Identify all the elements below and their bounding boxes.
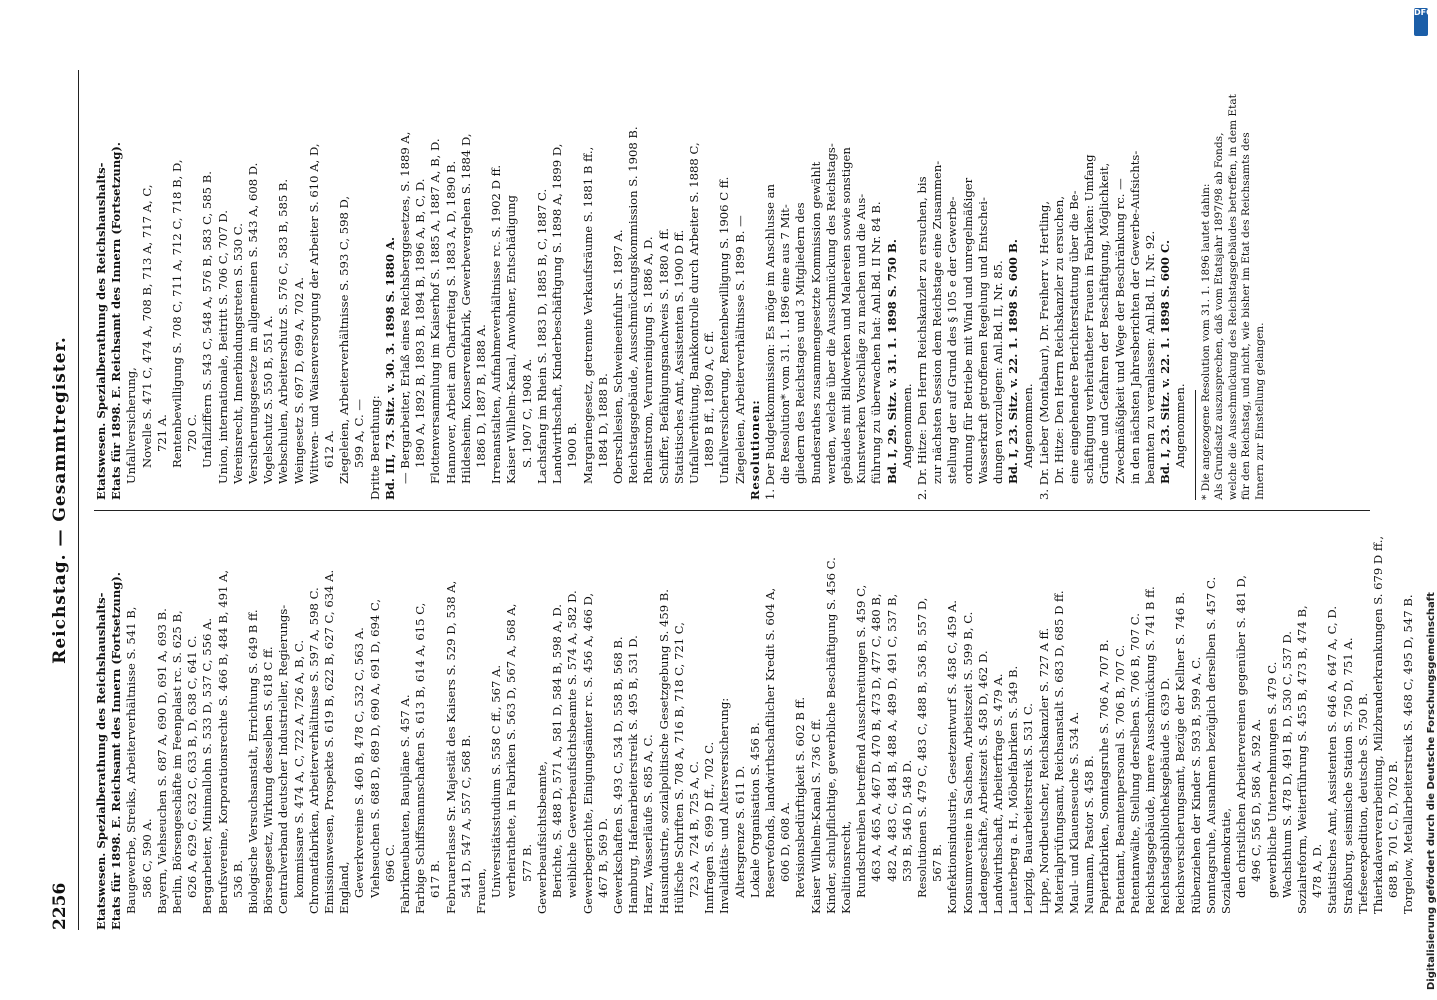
index-entry-line: Bd. I, 23. Sitz. v. 22. 1. 1898 S. 600 B. [1006, 239, 1021, 484]
index-entry-line: 723 A, 724 B, 725 A, C. [686, 761, 701, 898]
index-entry-line: Gewerkvereine S. 460 B, 478 C, 532 C, 563 A. [352, 627, 367, 898]
index-entry-line: Flottenversammlung im Kaiserhof S. 1885 A, 1887 A, B, D. [428, 138, 443, 484]
left-column [94, 522, 1416, 930]
index-entry-line: Vereinsrecht, Innerbindungstreten S. 530 C. [230, 223, 245, 484]
index-entry-line: 1884 D, 1888 B. [595, 373, 610, 468]
index-entry-line: 721 A. [154, 414, 169, 452]
index-entry-line: Landwirthschaft, Kinderbeschäftigung S. 1898 A, 1899 D, [550, 143, 565, 484]
index-entry-line: Hannover, Arbeit am Charfreitag S. 1883 A, D, 1890 B. [443, 160, 458, 484]
index-entry-line: dungen vorzulegen: Anl.Bd. II, Nr. 85. [990, 260, 1005, 484]
credit-text: Digitalisierung gefördert durch die Deutsche Forschungsgemeinschaft [1426, 592, 1437, 990]
index-entry-line: Harz, Wasserläufe S. 685 A, C. [641, 734, 656, 914]
running-head [46, 70, 79, 930]
footnote-line: Innern zur Einstellung gelangen. [1254, 322, 1266, 500]
index-entry-line: Webschulen, Arbeiterschutz S. 576 C, 583 B, 585 B. [276, 178, 291, 484]
index-entry-line: 478 A, D. [1310, 843, 1325, 898]
index-entry-line: Sonntagsruhe, Ausnahmen bezüglich derselben S. 457 C. [1203, 576, 1218, 914]
footnote-line: * Die angezogene Resolution vom 31. 1. 1896 lautet dahin: [1199, 183, 1212, 500]
index-entry-line: Ladengeschäfte, Arbeitszeit S. 458 D, 462 D. [975, 650, 990, 914]
index-entry-line: gebäudes mit Bildwerken und Malereien sowie sonstigen [838, 147, 853, 484]
index-entry-line: Papierfabriken, Sonntagsruhe S. 706 A, 707 B. [1097, 639, 1112, 914]
index-entry-line: Statistisches Amt, Assistenten S. 1900 D ff. [671, 229, 686, 484]
index-entry-line: 541 D, 547 A, 557 C, 568 B. [458, 734, 473, 898]
index-entry-line: Materialprüfungsamt, Reichsanstalt S. 683 D, 685 D ff. [1051, 590, 1066, 914]
index-entry-line: Bd. I, 23. Sitz. v. 22. 1. 1898 S. 600 C. [1158, 239, 1173, 484]
footnote-rule [1195, 390, 1196, 500]
index-entry-line: Invaliditäts- und Altersversicherung: [717, 697, 732, 914]
index-entry-line: Patentamt, Beamtenpersonal S. 706 B, 707 C. [1112, 644, 1127, 914]
index-entry-line: 539 B, 546 D, 548 D. [899, 759, 914, 882]
index-entry-line: Lippe, Nordbeutscher, Reichskanzler S. 727 A ff. [1036, 627, 1051, 914]
index-entry-line: 536 B. [230, 859, 245, 898]
index-entry-line: Chromatfabriken, Arbeiterverhältnisse S. 597 A, 598 C. [306, 587, 321, 914]
index-entry-line: Reservefonds, landwirthschaftlicher Kredit S. 604 A, [762, 587, 777, 898]
index-entry-line: Konsumvereine in Sachsen, Arbeitszeit S. 599 B, C. [960, 611, 975, 914]
right-column [94, 80, 1370, 500]
index-entry-line: 1889 B ff., 1890 A, C ff. [702, 330, 717, 468]
index-entry-line: verheirathete, in Fabriken S. 563 D, 567 A, 568 A, [504, 603, 519, 898]
index-entry-line: Irrenanstalten, Aufnahmeverhältnisse rc. S. 1902 D ff. [489, 164, 504, 484]
index-entry-line: Bd. III, 73. Sitz. v. 30. 3. 1898 S. 1880 A. [382, 237, 397, 500]
index-entry-line: 1890 A, 1892 B, 1893 B, 1894 B, 1896 A, B, C, D. [413, 178, 428, 468]
index-entry-line: 567 B. [930, 843, 945, 882]
index-entry-line: Frauen, [474, 868, 489, 914]
index-entry-line: Kinder, schulpflichtige, gewerbliche Beschäftigung S. 456 C. [823, 557, 838, 914]
index-entry-line: Etats für 1898. E. Reichsamt des Innern (Fortsetzung). [109, 142, 124, 500]
index-entry-line: Schiffer, Befähigungsnachweis S. 1880 A ff. [656, 228, 671, 484]
index-entry-line: 467 B, 569 D. [595, 817, 610, 898]
index-entry-line: Ziegeleien, Arbeiterverhältnisse S. 593 C, 598 D, [337, 195, 352, 484]
index-entry-line: England, [337, 861, 352, 914]
index-entry-line: Fabrikneubauten, Baupläne S. 457 A. [398, 694, 413, 914]
index-entry-line: Altersgrenze S. 611 D. [732, 765, 747, 898]
index-entry-line: Hildesheim, Konservenfabrik, Gewerbevergehen S. 1884 D, [458, 133, 473, 484]
index-entry-line: Resolutionen: [747, 399, 762, 500]
index-entry-line: S. 1907 C, 1908 A. [519, 358, 534, 468]
index-entry-line: Torgelow, Metallarbeiterstreik S. 468 C, 495 D, 547 B. [1401, 594, 1416, 914]
digitization-credit [1408, 0, 1437, 1000]
index-entry-line: Versicherungsgesetze im allgemeinen S. 543 A, 608 D. [246, 162, 261, 484]
running-title: Reichstag. — Gesammtregister. [50, 336, 70, 664]
footnote-line: Als Grundsatz auszusprechen, daß vom Etatsjahr 1897/98 ab Fonds, [1213, 132, 1226, 500]
index-entry-line: Angenommen. [899, 383, 914, 468]
index-entry-line: Etatswesen. Spezialberathung des Reichshaushalts- [94, 592, 108, 930]
index-entry-line: Landwirthschaft, Arbeiterfrage S. 479 A. [990, 673, 1005, 914]
index-entry-line: 2. Dr. Hitze: Den Herrn Reichskanzler zu ersuchen, bis [914, 176, 929, 500]
index-entry-line: Margarinegesetz, getrennte Verkaufsräume S. 1881 B ff., [580, 146, 595, 484]
index-entry-line: Ziegeleien, Arbeiterverhältnisse S. 1899 B. — [732, 215, 747, 484]
printed-page [10, 30, 1416, 970]
index-entry-line: Rentenbewilligung S. 708 C, 711 A, 712 C, 718 B, D, [170, 159, 185, 468]
index-entry-line: Tiefseeexpedition, deutsche S. 750 B. [1355, 692, 1370, 914]
index-entry-line: 577 B. [519, 843, 534, 882]
index-entry-line: 688 B, 701 C, D, 702 B. [1386, 760, 1401, 898]
index-entry-line: Gewerbeaufsichtsbeamte, [534, 760, 549, 914]
index-entry-line: 696 C. [382, 844, 397, 882]
index-entry-line: Berichte, S. 488 D, 571 A, 581 D, 584 B, 598 A, D. [550, 604, 565, 898]
index-entry-line: Etats für 1898. E. Reichsamt des Innern (Fortsetzung). [109, 572, 124, 930]
index-entry-line: Vogelschutz S. 550 B, 551 A. [261, 315, 276, 484]
index-entry-line: Wasserkraft getroffenen Regelung und Entschei- [975, 197, 990, 484]
index-entry-line: führung zu überwachen hat: Anl.Bd. II Nr. 84 B. [869, 201, 884, 484]
index-entry-line: Berlin, Börsengeschäfte im Feenpalast rc. S. 625 B, [170, 610, 185, 914]
index-entry-line: Naumann, Pastor S. 458 B. [1082, 755, 1097, 914]
index-entry-line: Dritte Berathung: [367, 395, 382, 500]
index-entry-line: Konfektionsindustrie, Gesetzentwurf S. 458 C, 459 A. [945, 600, 960, 914]
index-entry-line: 482 A, 483 C, 484 B, 488 A, 489 D, 491 C, 537 B, [884, 593, 899, 882]
index-entry-line: Reichstagsgebäude, innere Ausschmückung S. 741 B ff. [1143, 586, 1158, 914]
index-entry-line: 1900 B. [565, 422, 580, 468]
index-entry-line: Rübenziehen der Kinder S. 593 B, 599 A, C. [1188, 656, 1203, 914]
index-entry-line: 606 D, 608 A. [778, 802, 793, 882]
index-entry-line: 1. Der Budgetkommission: Es möge im Anschlusse an [762, 183, 777, 500]
index-entry-line: Kaiser Wilhelm-Kanal, Anwohner, Entschädigung [504, 195, 519, 484]
index-entry-line: werden, welche über die Ausschmückung des Reichstags- [823, 143, 838, 484]
index-entry-line: Weingesetz S. 697 D, 699 A, 702 A. [291, 277, 306, 484]
index-entry-line: Rheinstrom, Verunreinigung S. 1886 A, D. [641, 236, 656, 484]
index-entry-line: 3. Dr. Lieber (Montabaur), Dr. Freiherr v. Hertling, [1036, 200, 1051, 500]
index-entry-line: Thierkadaververarbeitung, Milzbranderkrankungen S. 679 D ff., [1371, 535, 1386, 914]
index-entry-line: Lokale Organisation S. 456 B. [747, 722, 762, 898]
dfg-logo: DFG [1414, 8, 1428, 36]
index-entry-line: Centralverband deutscher Industrieller, Regierungs- [276, 604, 291, 914]
index-entry-line: Angenommen. [1021, 383, 1036, 468]
index-entry-line: Unfallziffern S. 543 C, 548 A, 576 B, 583 C, 585 B. [200, 171, 215, 468]
index-entry-line: Revisionsbedürftigkeit S. 602 B ff. [793, 696, 808, 898]
index-entry-line: Kaiser Wilhelm-Kanal S. 736 C ff. [808, 718, 823, 914]
index-entry-line: Leipzig, Bauarbeiterstreik S. 531 C. [1021, 703, 1036, 914]
index-entry-line: Rundschreiben betreffend Ausschreitungen S. 459 C, [854, 584, 869, 898]
index-entry-line: Reichstagsbibliotheksgebäude S. 639 D. [1158, 677, 1173, 914]
index-entry-line: Wachsthum S. 478 D, 491 B, D, 530 C, 537 D. [1279, 631, 1294, 898]
index-entry-line: Kunstwerken Vorschläge zu machen und die Aus- [854, 193, 869, 484]
index-entry-line: Börsengesetz, Wirkung desselben S. 618 C ff. [261, 646, 276, 914]
index-entry-line: Innfragen S. 699 D ff., 702 C. [702, 741, 717, 914]
index-entry-line: 599 A, C. — [352, 399, 367, 468]
footnote [1200, 80, 1268, 500]
index-entry-line: schäftigung verheiratheter Frauen in Fabriken: Umfang [1082, 154, 1097, 484]
index-entry-line: weibliche Gewerbeaufsichtsbeamte S. 574 A, 582 D. [565, 590, 580, 898]
index-entry-line: Statistisches Amt, Assistenten S. 646 A, 647 A, C, D. [1325, 606, 1340, 914]
index-entry-line: Unfallverhütung, Bankkontrolle durch Arbeiter S. 1888 C, [686, 142, 701, 484]
index-entry-line: 463 A, 465 A, 467 D, 470 B, 473 D, 477 C, 480 B, [869, 593, 884, 882]
index-entry-line: Emissionswesen, Prospekte S. 619 B, 622 B, 627 C, 634 A. [322, 569, 337, 914]
index-entry-line: 1886 D, 1887 B, 1888 A. [474, 324, 489, 468]
index-entry-line: Baugewerbe, Streiks, Arbeiterverhältnisse S. 541 B, [124, 606, 139, 914]
index-entry-line: den christlichen Arbeitervereinen gegenüber S. 481 D, [1234, 575, 1249, 898]
index-entry-line: Koalitionsrecht, [838, 820, 853, 914]
index-entry-line: Patentanwälte, Stellung derselben S. 706 B, 707 C. [1127, 613, 1142, 914]
index-entry-line: Sozialreform, Weiterführung S. 455 B, 473 B, 474 B, [1295, 605, 1310, 914]
index-entry-line: Sozialdemokratie, [1219, 807, 1234, 914]
index-entry-line: gliedern des Reichstages und 3 Mitgliedern des [793, 202, 808, 484]
index-entry-line: 720 C. [185, 414, 200, 452]
index-entry-line: Biologische Versuchsanstalt, Errichtung S. 649 B ff. [246, 609, 261, 914]
index-entry-line: Bd. I, 29. Sitz. v. 31. 1. 1898 S. 750 B. [884, 239, 899, 484]
index-entry-line: Bayern, Viehseuchen S. 687 A, 690 D, 691 A, 693 B. [154, 608, 169, 914]
index-entry-line: ordnung für Betriebe mit Wind und unregelmäßiger [960, 177, 975, 484]
index-entry-line: Farbige Schiffsmannschaften S. 613 B, 614 A, 615 C, [413, 602, 428, 914]
index-entry-line: Wittwen- und Waisenversorgung der Arbeiter S. 610 A, D, [306, 143, 321, 484]
index-entry-line: Reichstagsgebäude, Ausschmückungskommission S. 1908 B. [626, 126, 641, 484]
index-entry-line: Resolutionen S. 479 C, 483 C, 488 B, 536 B, 557 D, [914, 597, 929, 898]
index-entry-line: Dr. Hitze: Den Herrn Reichskanzler zu ersuchen, [1051, 195, 1066, 484]
index-entry-line: Hausindustrie, sozialpolitische Gesetzgebung S. 459 B. [656, 589, 671, 914]
index-entry-line: 612 A. [322, 430, 337, 468]
index-entry-line: stellung der auf Grund des § 105 e der Gewerbe- [945, 196, 960, 484]
index-entry-line: 496 C, 556 D, 586 A, 592 A. [1249, 718, 1264, 882]
index-entry-line: Bergarbeiter, Minimallohn S. 533 D, 537 C, 556 A. [200, 617, 215, 914]
footnote-line: für den Reichstag, und nicht, wie bisher im Etat des Reichsamts des [1240, 132, 1253, 500]
index-entry-line: Hülfsche Schriften S. 708 A, 716 B, 718 C, 721 C, [671, 622, 686, 914]
index-entry-line: — Bergarbeiter, Erlaß eines Reichsberggesetzes, S. 1889 A, [398, 131, 413, 484]
index-entry-line: gewerbliche Unternehmungen S. 479 C. [1264, 661, 1279, 898]
index-entry-line: zur nächsten Session dem Reichstage eine Zusammen- [930, 160, 945, 484]
index-entry-line: Hamburg, Hafenarbeiterstreik S. 495 B, 531 D. [626, 635, 641, 914]
footnote-line: welche die Ausschmückung des Reichstagsgebäudes betreffen, in dem Etat [1226, 94, 1239, 500]
index-entry-line: Etatswesen. Spezialberathung des Reichshaushalts- [94, 162, 108, 500]
index-entry-line: Bundesrathes zusammengesetzte Kommission gewählt [808, 161, 823, 484]
index-entry-line: in den nächsten Jahresberichten der Gewerbe-Aufsichts- [1127, 150, 1142, 484]
column-divider [94, 510, 1370, 511]
index-entry-line: beamten zu veranlassen: Anl.Bd. II, Nr. 92. [1143, 230, 1158, 484]
index-entry-line: 586 C, 590 A. [139, 818, 154, 898]
index-entry-line: Reichsversicherungsamt, Bezüge der Kellner S. 746 B. [1173, 592, 1188, 914]
index-entry-line: Universitätsstudium S. 558 C ff., 567 A. [489, 664, 504, 898]
index-entry-line: 617 B. [428, 859, 443, 898]
index-entry-line: Straßburg, seismische Station S. 750 D, 751 A. [1340, 637, 1355, 914]
index-entry-line: Lauterberg a. H., Möbelfabriken S. 549 B. [1006, 665, 1021, 914]
index-entry-line: kommissare S. 474 A, C, 722 A, 726 A, B, C. [291, 639, 306, 898]
index-entry-line: Zweckmäßigkeit und Wege der Beschränkung rc. — [1112, 178, 1127, 484]
index-entry-line: Februarerlasse Sr. Majestät des Kaisers S. 529 D, 538 A, [443, 580, 458, 914]
index-entry-line: Unfallversicherung, Rentenbewilligung S. 1906 C ff. [717, 176, 732, 484]
right-column-entries [94, 80, 1189, 500]
index-entry-line: Novelle S. 471 C, 474 A, 708 B, 713 A, 717 A, C, [139, 184, 154, 468]
index-entry-line: Oberschlesien, Schweineeinfuhr S. 1897 A. [610, 229, 625, 484]
index-entry-line: Angenommen. [1173, 383, 1188, 468]
index-entry-line: Viehseuchen S. 688 D, 689 D, 690 A, 691 D, 694 C, [367, 598, 382, 898]
index-entry-line: Lachsfang im Rhein S. 1883 D, 1885 B, C, 1887 C. [534, 188, 549, 484]
index-entry-line: Union, internationale, Beitritt S. 706 C, 707 D. [215, 210, 230, 484]
page-number: 2256 [50, 882, 70, 930]
index-entry-line: Gewerkschaften S. 493 C, 534 D, 558 B, 568 B. [610, 636, 625, 914]
index-entry-line: eine eingehendere Berichterstattung über die Be- [1067, 190, 1081, 484]
index-entry-line: Gründe und Gefahren der Beschäftigung, Möglichkeit, [1097, 162, 1112, 484]
index-entry-line: Berufsvereine, Korporationsrechte S. 466 B, 484 B, 491 A, [215, 569, 230, 914]
index-entry-line: Unfallversicherung, [124, 367, 139, 484]
index-entry-line: Maul- und Klauenseuche S. 534 A. [1067, 711, 1081, 914]
index-entry-line: die Resolution* vom 31. 1. 1896 eine aus 7 Mit- [778, 204, 793, 484]
index-entry-line: 626 A, 629 C, 632 C, 633 B, D, 638 C, 641 C. [185, 635, 200, 898]
index-entry-line: Gewerbegerichte, Einigungsämter rc. S. 456 A, 466 D, [580, 592, 595, 914]
